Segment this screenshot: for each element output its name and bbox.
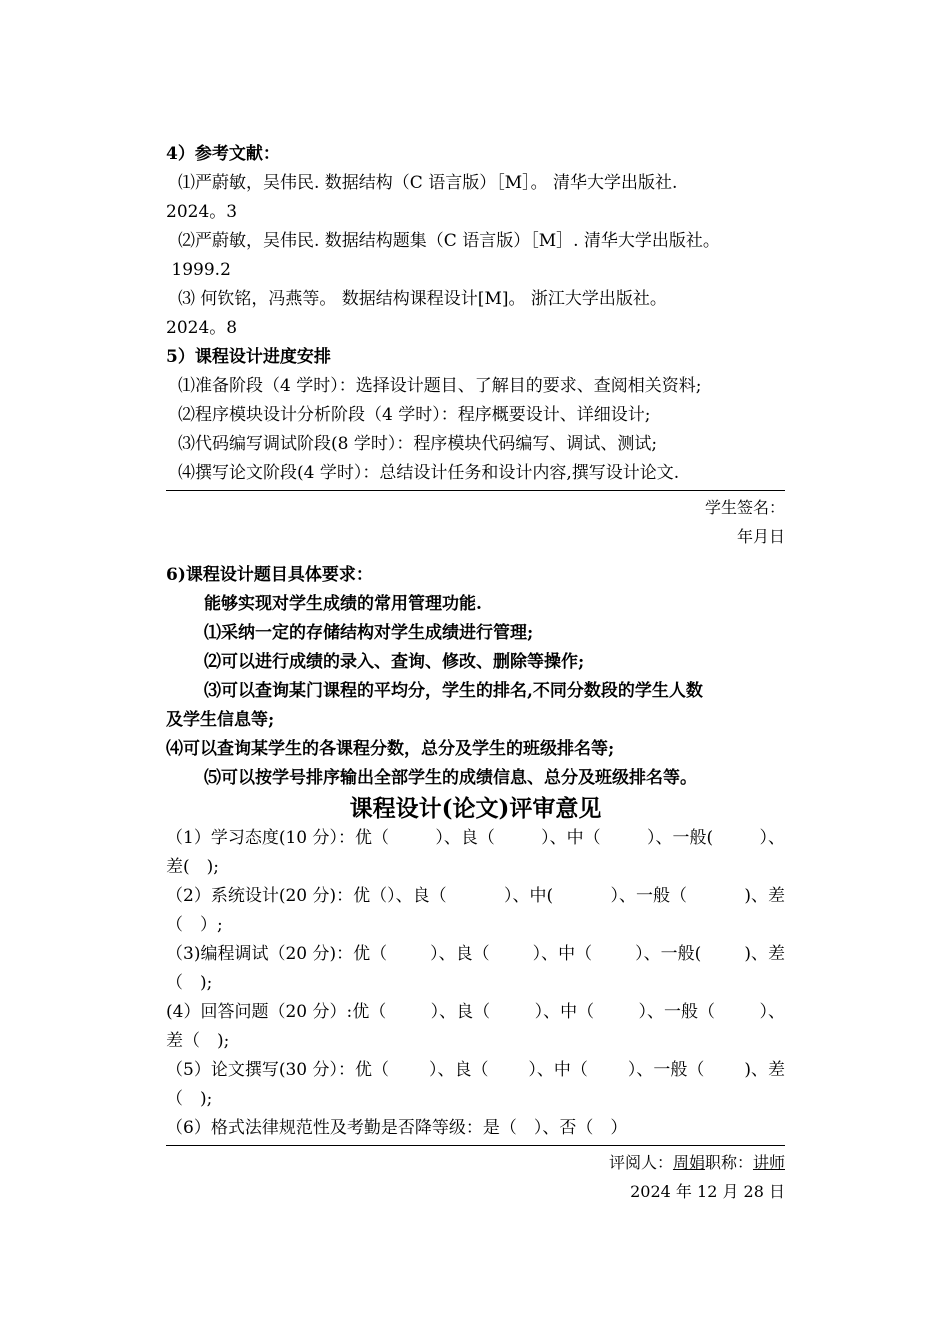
reference-2-line-2: 1999.2: [166, 260, 231, 280]
criterion-1-line-2: 差( );: [166, 857, 219, 877]
requirement-item: ⑴采纳一定的存储结构对学生成绩进行管理;: [204, 623, 534, 643]
criterion-part: ）、中（: [541, 828, 601, 848]
requirement-item-continued: 及学生信息等;: [166, 710, 275, 730]
requirements-intro: 能够实现对学生成绩的常用管理功能.: [204, 594, 482, 614]
criterion-6-format: （6）格式法律规范性及考勤是否降等级：是（ ）、否（ ）: [166, 1118, 628, 1138]
criterion-part: ）、良（: [435, 828, 495, 848]
criterion-part: ）、一般(: [647, 828, 714, 848]
criterion-part: ）、一般（: [627, 1060, 705, 1080]
criterion-part: ）、中（: [534, 1002, 595, 1022]
criterion-part: )、差: [744, 886, 785, 906]
criterion-part: ）、中（: [532, 944, 593, 964]
criterion-part: ）、良（: [430, 1002, 491, 1022]
criterion-part: （5）论文撰写(30 分）：优（: [166, 1060, 389, 1080]
requirement-item: ⑶可以查询某门课程的平均分，学生的排名,不同分数段的学生人数: [204, 681, 703, 701]
requirement-item: ⑵可以进行成绩的录入、查询、修改、删除等操作;: [204, 652, 585, 672]
criterion-5-line-1: [166, 1056, 785, 1085]
schedule-item: ⑷撰写论文阶段(4 学时）：总结设计任务和设计内容,撰写设计论文.: [178, 463, 680, 483]
criterion-part: ）、良（: [428, 1060, 489, 1080]
criterion-1-line-1: [166, 824, 785, 853]
reference-2-line-1: ⑵严蔚敏，吴伟民. 数据结构题集（C 语言版）［M］. 清华大学出版社。: [178, 231, 720, 251]
references-heading: 4）参考文献：: [166, 144, 280, 164]
reviewer-name: 周娟: [672, 1153, 705, 1172]
criterion-part: (4）回答问题（20 分）:优（: [166, 1002, 387, 1022]
criterion-part: （1）学习态度(10 分）：优（: [166, 828, 389, 848]
criterion-part: ）、一般（: [610, 886, 687, 906]
criterion-part: ）、: [759, 828, 785, 848]
criterion-5-line-2: （ );: [166, 1089, 213, 1109]
reference-1-line-2: 2024。3: [166, 202, 238, 222]
criterion-part: ）、中（: [528, 1060, 588, 1080]
divider: [166, 1145, 785, 1146]
requirements-heading: 6)课程设计题目具体要求：: [166, 565, 373, 585]
reference-3-line-1: ⑶ 何钦铭，冯燕等。 数据结构课程设计[M]。 浙江大学出版社。: [178, 289, 667, 309]
schedule-item: ⑶代码编写调试阶段(8 学时）：程序模块代码编写、调试、测试;: [178, 434, 658, 454]
criterion-part: ）、: [759, 1002, 785, 1022]
criterion-part: （3)编程调试（20 分)：优（: [166, 944, 388, 964]
criterion-2-line-2: （ ）;: [166, 915, 223, 935]
criterion-part: ）、良（: [430, 944, 490, 964]
criterion-3-line-1: [166, 940, 785, 969]
requirement-item: ⑷可以查询某学生的各课程分数，总分及学生的班级排名等;: [166, 739, 615, 759]
student-signature-label: 学生签名：: [704, 498, 785, 517]
review-date: 2024 年 12 月 28 日: [630, 1182, 785, 1201]
criterion-part: ）、一般(: [635, 944, 702, 964]
criterion-3-line-2: （ );: [166, 973, 213, 993]
criterion-part: （2）系统设计(20 分)：优（）、良（: [166, 886, 447, 906]
reviewer-title-value: 讲师: [752, 1153, 785, 1172]
reference-1-line-1: ⑴严蔚敏，吴伟民. 数据结构（C 语言版）［M］。 清华大学出版社.: [178, 173, 678, 193]
schedule-item: ⑵程序模块设计分析阶段（4 学时）：程序概要设计、详细设计;: [178, 405, 651, 425]
criterion-4-line-2: 差（ );: [166, 1031, 230, 1051]
requirement-item: ⑸可以按学号排序输出全部学生的成绩信息、总分及班级排名等。: [204, 768, 697, 788]
student-signature-date: 年月日: [736, 527, 785, 546]
reviewer-line: [166, 1148, 785, 1177]
criterion-4-line-1: [166, 998, 785, 1027]
schedule-heading: 5）课程设计进度安排: [166, 347, 331, 367]
schedule-item: ⑴准备阶段（4 学时）：选择设计题目、了解目的要求、查阅相关资料;: [178, 376, 702, 396]
criterion-2-line-1: [166, 882, 785, 911]
criterion-part: )、差: [744, 944, 785, 964]
reference-3-line-2: 2024。8: [166, 318, 238, 338]
reviewer-title-label: 职称：: [704, 1153, 753, 1172]
criterion-part: ）、一般（: [638, 1002, 716, 1022]
criterion-part: ）、中(: [503, 886, 554, 906]
document-page: [166, 140, 785, 1206]
criterion-part: )、差: [744, 1060, 785, 1080]
reviewer-label: 评阅人：: [608, 1153, 673, 1172]
review-title: 课程设计(论文)评审意见: [349, 795, 602, 822]
divider: [166, 490, 785, 491]
